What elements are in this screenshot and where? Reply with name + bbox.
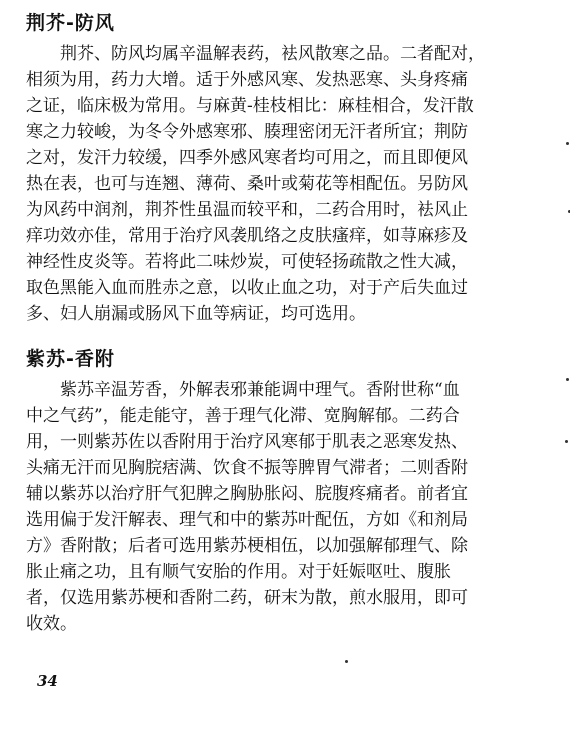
paragraph-line: 之对，发汗力较缓，四季外感风寒者均可用之，而且即便风 <box>26 148 468 168</box>
paragraph-line: 方》香附散；后者可选用紫苏梗相伍，以加强解郁理气、除 <box>26 536 468 556</box>
paragraph-line: 辅以紫苏以治疗肝气犯脾之胸胁胀闷、脘腹疼痛者。前者宜 <box>26 484 468 504</box>
paragraph-line: 收效。 <box>26 614 77 634</box>
scan-speck <box>345 660 348 663</box>
paragraph-line: 荆芥、防风均属辛温解表药，袪风散寒之品。二者配对， <box>60 44 485 64</box>
paragraph-line: 头痛无汗而见胸脘痞满、饮食不振等脾胃气滞者；二则香附 <box>26 458 468 478</box>
scan-speck <box>565 440 568 443</box>
section-heading-zisu-xiangfu: 紫苏-香附 <box>26 348 115 370</box>
paragraph-line: 胀止痛之功，且有顺气安胎的作用。对于妊娠呕吐、腹胀 <box>26 562 451 582</box>
paragraph-line: 热在表，也可与连翘、薄荷、桑叶或菊花等相配伍。另防风 <box>26 174 468 194</box>
scan-speck <box>566 378 569 381</box>
paragraph-line: 多、妇人崩漏或肠风下血等病证，均可选用。 <box>26 304 366 324</box>
paragraph-line: 神经性皮炎等。若将此二味炒炭，可使轻扬疏散之性大减， <box>26 252 468 272</box>
paragraph-line: 痒功效亦佳，常用于治疗风袭肌络之皮肤瘙痒，如荨麻疹及 <box>26 226 468 246</box>
paragraph-line: 之证，临床极为常用。与麻黄-桂枝相比：麻桂相合，发汗散 <box>26 96 474 116</box>
paragraph-line: 用，一则紫苏佐以香附用于治疗风寒郁于肌表之恶寒发热、 <box>26 432 468 452</box>
paragraph-line: 为风药中润剂，荆芥性虽温而较平和，二药合用时，袪风止 <box>26 200 468 220</box>
paragraph-line: 寒之力较峻，为冬令外感寒邪、腠理密闭无汗者所宜；荆防 <box>26 122 468 142</box>
paragraph-line: 选用偏于发汗解表、理气和中的紫苏叶配伍，方如《和剂局 <box>26 510 468 530</box>
paragraph-line: 紫苏辛温芳香，外解表邪兼能调中理气。香附世称“血 <box>60 380 460 400</box>
paragraph-line: 取色黑能入血而胜赤之意，以收止血之功，对于产后失血过 <box>26 278 468 298</box>
scan-speck <box>566 142 569 145</box>
page-number: 34 <box>37 672 58 690</box>
paragraph-line: 相须为用，药力大增。适于外感风寒、发热恶寒、头身疼痛 <box>26 70 468 90</box>
section-heading-jingjie-fangfeng: 荆芥-防风 <box>26 12 115 34</box>
paragraph-line: 者，仅选用紫苏梗和香附二药，研末为散，煎水服用，即可 <box>26 588 468 608</box>
paragraph-line: 中之气药”，能走能守，善于理气化滞、宽胸解郁。二药合 <box>26 406 460 426</box>
